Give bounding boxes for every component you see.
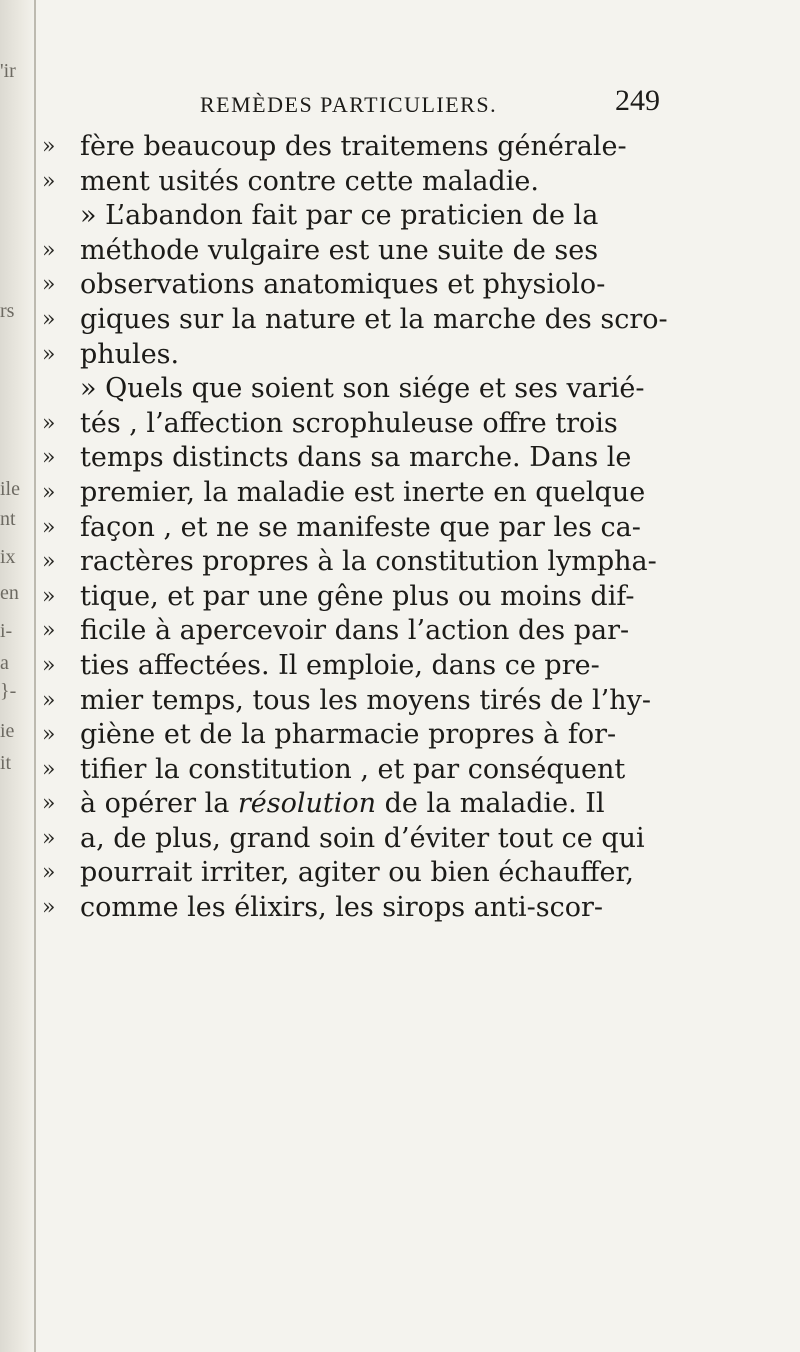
quote-mark: » (42, 895, 56, 921)
line-text: pourrait irriter, agiter ou bien échauffer, (80, 857, 635, 889)
line-text: ractères propres à la constitution lympha- (80, 546, 657, 578)
text-line (42, 130, 682, 165)
margin-fragment: it (0, 752, 12, 774)
text-line (42, 199, 682, 234)
emphasis: résolution (237, 788, 377, 820)
text-line (42, 684, 682, 719)
quote-mark: » (42, 652, 56, 678)
quote-mark: » (42, 306, 56, 332)
line-text: temps distincts dans sa marche. Dans le (80, 442, 632, 474)
page-number: 249 (615, 84, 660, 117)
line-text: tique, et par une gêne plus ou moins dif- (80, 580, 635, 612)
text-line (42, 649, 682, 684)
text-line (42, 234, 682, 269)
quote-mark: » (42, 134, 56, 159)
text-line (42, 372, 682, 407)
text-line (42, 614, 682, 649)
margin-fragment: a (0, 652, 9, 674)
line-text: méthode vulgaire est une suite de ses (80, 234, 599, 266)
page-header (200, 86, 660, 126)
line-text: ficile à apercevoir dans l’action des par- (80, 615, 630, 647)
text-line (42, 476, 682, 511)
margin-fragment: ix (0, 546, 16, 568)
quote-mark: » (42, 445, 56, 471)
quote-mark: » (42, 583, 56, 609)
quote-mark: » (42, 237, 56, 263)
line-text: à opérer la résolution de la maladie. Il (80, 788, 605, 820)
quote-mark: » (42, 341, 56, 367)
quote-mark: » (42, 168, 56, 194)
text-line (42, 545, 682, 580)
margin-fragment: ie (0, 720, 15, 742)
line-text: a, de plus, grand soin d’éviter tout ce qui (80, 822, 645, 854)
quote-mark: » (42, 756, 56, 782)
quote-mark: » (42, 687, 56, 713)
margin-fragment: }- (0, 680, 17, 702)
line-text: ment usités contre cette maladie. (80, 165, 539, 197)
margin-fragment: rs (0, 300, 15, 322)
quote-mark: » (42, 791, 56, 817)
margin-fragment: 'ir (0, 60, 16, 82)
quote-mark: » (42, 272, 56, 298)
text-line (42, 891, 682, 926)
text-line (42, 268, 682, 303)
text-line (42, 441, 682, 476)
margin-fragment: nt (0, 508, 16, 530)
quote-mark: » (42, 860, 56, 886)
line-text: comme les élixirs, les sirops anti-scor- (80, 892, 604, 924)
line-text: tifier la constitution , et par conséquent (80, 753, 626, 785)
quote-mark: » (42, 479, 56, 505)
text-line (42, 787, 682, 822)
text-line (42, 753, 682, 788)
margin-fragment: i- (0, 620, 13, 642)
quote-mark: » (42, 722, 56, 748)
line-text: façon , et ne se manifeste que par les ca- (80, 511, 641, 543)
text-line (42, 338, 682, 373)
text-line (42, 718, 682, 753)
quote-mark: » (42, 825, 56, 851)
text-line (42, 511, 682, 546)
text-line (42, 580, 682, 615)
margin-fragment: ile (0, 478, 20, 500)
text-line (42, 822, 682, 857)
page-gutter (0, 0, 36, 1352)
line-text: fère beaucoup des traitemens générale- (80, 131, 627, 162)
margin-fragment: en (0, 582, 19, 604)
line-text: tés , l’affection scrophuleuse offre trois (80, 407, 618, 439)
body-text (42, 130, 682, 926)
text-line (42, 407, 682, 442)
line-text: » L’abandon fait par ce praticien de la (80, 200, 599, 232)
quote-mark: » (42, 618, 56, 644)
line-text: » Quels que soient son siége et ses varié- (80, 373, 645, 405)
line-text: mier temps, tous les moyens tirés de l’hy- (80, 684, 651, 716)
line-text: giques sur la nature et la marche des scro- (80, 303, 668, 335)
quote-mark: » (42, 410, 56, 436)
running-head: REMÈDES PARTICULIERS. (200, 92, 498, 117)
text-line (42, 165, 682, 200)
line-text: observations anatomiques et physiolo- (80, 269, 606, 301)
line-text: phules. (80, 338, 180, 370)
binding-edge (34, 0, 36, 1352)
line-text: ties affectées. Il emploie, dans ce pre- (80, 649, 600, 681)
text-line (42, 303, 682, 338)
quote-mark: » (42, 549, 56, 575)
line-text: premier, la maladie est inerte en quelque (80, 476, 646, 508)
text-line (42, 856, 682, 891)
line-text: giène et de la pharmacie propres à for- (80, 719, 617, 751)
quote-mark: » (42, 514, 56, 540)
